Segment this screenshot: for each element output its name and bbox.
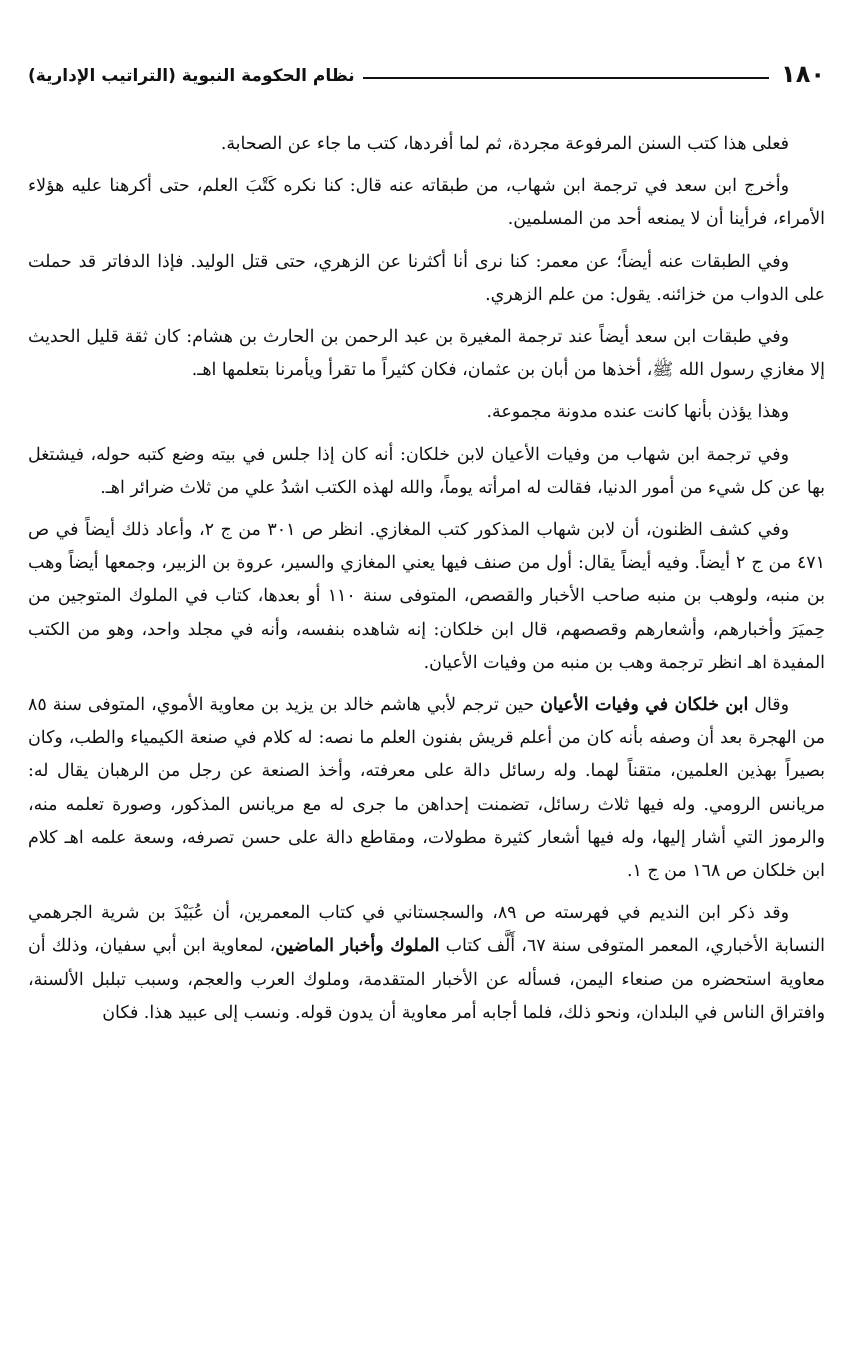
body-text	[28, 128, 825, 1030]
paragraph	[28, 689, 825, 888]
paragraph	[28, 128, 825, 161]
text-run: وقد ذكر ابن النديم في فهرسته ص ٨٩، والسجستاني في كتاب المعمرين، أن عُبَيْدَ بن شرية الجرهمي النسابة الأخباري، المعمر المتوفى سنة ٦٧، أَلَّف كتاب	[28, 903, 825, 957]
text-run: وهذا يؤذن بأنها كانت عنده مدونة مجموعة.	[486, 402, 789, 423]
text-run: وأخرج ابن سعد في ترجمة ابن شهاب، من طبقاته عنه قال: كنا نكره كَتْبَ العلم، حتى أكرهنا عليه هؤلاء الأمراء، فرأينا أن لا يمنعه أحد من المسلمين.	[28, 176, 825, 230]
running-header	[28, 48, 825, 88]
paragraph	[28, 170, 825, 236]
book-title: نظام الحكومة النبوية (التراتيب الإدارية)	[28, 66, 355, 86]
text-run: حين ترجم لأبي هاشم خالد بن يزيد بن معاوية الأموي، المتوفى سنة ٨٥ من الهجرة بعد أن وصفه بأنه كان من أعلم قريش بفنون العلم ما نصه: له كلام في صنعة الكيمياء والطب، وكان بصيراً بهذين العلمين، متقناً لهما. وله رسائل دالة على معرفته، وأخذ الصنعة عن رجل من الرهبان يقال له: مريانس الرومي. وله فيها ثلاث رسائل، تضمنت إحداهن ما جرى له مع مريانس المذكور، وصورة تعلمه منه، والرموز التي أشار إليها، وله فيها أشعار كثيرة مطولات، ومقاطع دالة على حسن تصرفه، وسعة علمه اهـ كلام ابن خلكان ص ١٦٨ من ج ١.	[28, 695, 825, 882]
text-run: ، لمعاوية ابن أبي سفيان، وذلك أن معاوية استحضره من صنعاء اليمن، فسأله عن الأخبار المتقدمة، وملوك العرب والعجم، وسبب تبلبل الألسنة، وافتراق الناس في البلدان، ونحو ذلك، فلما أجابه أمر معاوية أن يدون قوله. ونسب إلى عبيد هذا. فكان	[28, 936, 825, 1023]
text-run: وفي الطبقات عنه أيضاً؛ عن معمر: كنا نرى أنا أكثرنا عن الزهري، حتى قتل الوليد. فإذا الدفاتر قد حملت على الدواب من خزائنه. يقول: من علم الزهري.	[28, 251, 825, 305]
bold-phrase: الملوك وأخبار الماضين	[275, 936, 440, 957]
text-run: وفي طبقات ابن سعد أيضاً عند ترجمة المغيرة بن عبد الرحمن بن الحارث بن هشام: كان ثقة قليل الحديث إلا مغازي رسول الله ﷺ، أخذها من أبان بن عثمان، فكان كثيراً ما تقرأ ويأمرنا بتعلمها اهـ.	[28, 327, 825, 381]
paragraph	[28, 897, 825, 1030]
paragraph	[28, 514, 825, 680]
paragraph	[28, 439, 825, 505]
paragraph	[28, 246, 825, 312]
text-run: وفي كشف الظنون، أن لابن شهاب المذكور كتب المغازي. انظر ص ٣٠١ من ج ٢، وأعاد ذلك أيضاً في ص ٤٧١ من ج ٢ أيضاً. وفيه أيضاً يقال: أول من صنف فيها يعني المغازي والسير، عروة بن الزبير، وجمعها أيضاً وهب بن منبه، ولوهب بن منبه صاحب الأخبار والقصص، المتوفى سنة ١١٠ أو بعدها، كتاب في الملوك المتوجين من حِميَرَ وأخبارهم، وأشعارهم وقصصهم، قال ابن خلكان: إنه شاهده بنفسه، وأنه في مجلد واحد، وهو من الكتب المفيدة اهـ انظر ترجمة وهب بن منبه من وفيات الأعيان.	[28, 520, 825, 673]
header-rule	[363, 77, 769, 79]
text-run: فعلى هذا كتب السنن المرفوعة مجردة، ثم لما أفردها، كتب ما جاء عن الصحابة.	[220, 134, 789, 154]
paragraph	[28, 321, 825, 387]
paragraph	[28, 396, 825, 429]
text-run: وقال	[748, 695, 789, 716]
book-page	[28, 48, 825, 1347]
text-run: وفي ترجمة ابن شهاب من وفيات الأعيان لابن خلكان: أنه كان إذا جلس في بيته وضع كتبه حوله، فيشتغل بها عن كل شيء من أمور الدنيا، فقالت له امرأته يوماً، والله لهذه الكتب اشدُ علي من ثلاث ضرائر اهـ.	[28, 444, 825, 498]
bold-phrase: ابن خلكان في وفيات الأعيان	[540, 695, 749, 716]
page-number: ١٨٠	[781, 60, 825, 88]
